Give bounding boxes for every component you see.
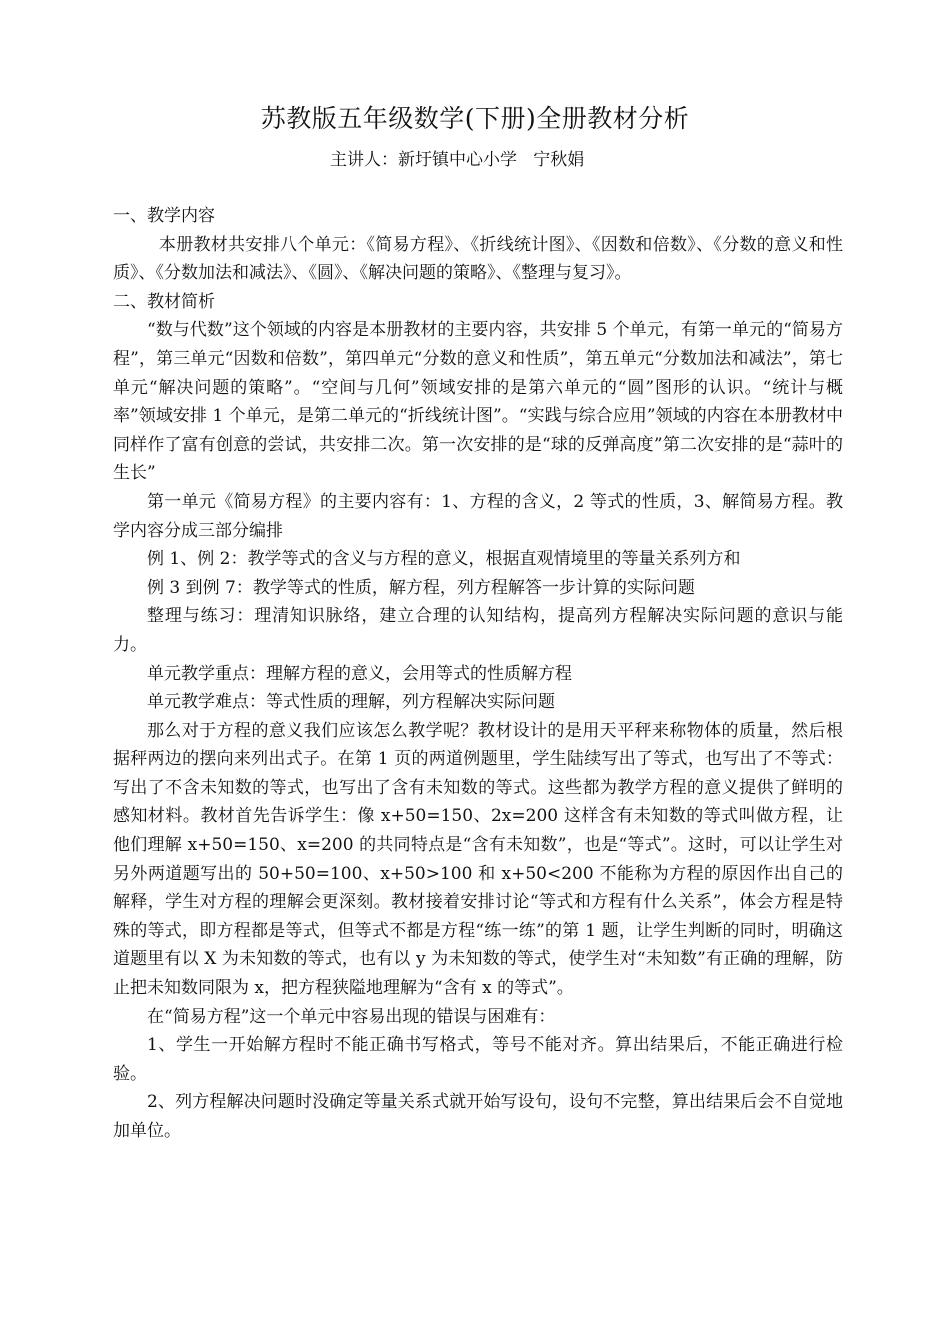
paragraph-units-overview: 本册教材共安排八个单元：《简易方程》、《折线统计图》、《因数和倍数》、《分数的意义和性质》、《分数加法和减法》、《圆》、《解决问题的策略》、《整理与复习》。 [113,234,843,284]
paragraph-example-1-2: 例 1、例 2：教学等式的含义与方程的意义，根据直观情境里的等量关系列方和 [147,549,741,570]
paragraph-unit-one-content: 第一单元《简易方程》的主要内容有：1、方程的含义，2 等式的性质，3、解简易方程。教学内容分成三部分编排 [113,491,843,541]
paragraph-difficulties: 单元教学难点：等式性质的理解，列方程解决实际问题 [147,692,555,713]
paragraph-domains: “数与代数”这个领域的内容是本册教材的主要内容，共安排 5 个单元，有第一单元的“简易方程”，第三单元“因数和倍数”，第四单元“分数的意义和性质”，第五单元“分数加法和减法”，第七单元“解决问题的策略”。“空间与几何”领域安排的是第六单元的“圆”图形的认识。“统计与概率”领域安排 1 个单元，是第二单元的“折线统计图”。“实践与综合应用”领域的内容在本册教材中同样作了富有创意的尝试，共安排二次。第一次安排的是“球的反弹高度”第二次安排的是“蒜叶的生长” [113,320,843,484]
presenter-line: 主讲人：新圩镇中心小学 宁秋娟 [330,150,585,170]
paragraph-error-2: 2、列方程解决问题时没确定等量关系式就开始写设句，设句不完整，算出结果后会不自觉地加单位。 [113,1092,843,1141]
document-body [113,202,843,1146]
paragraph-key-points: 单元教学重点：理解方程的意义，会用等式的性质解方程 [147,663,572,684]
paragraph-equation-teaching: 那么对于方程的意义我们应该怎么教学呢？教材设计的是用天平秤来称物体的质量，然后根据秤两边的摆向来列出式子。在第 1 页的两道例题里，学生陆续写出了等式，也写出了不等式：写出了不含未知数的等式，也写出了含有未知数的等式。这些都为教学方程的意义提供了鲜明的感知材料。教材首先告诉学生：像 x+50=150、2x=200 这样含有未知数的等式叫做方程，让他们理解 x+50=150、x=200 的共同特点是“含有未知数”，也是“等式”。这时，可以让学生对另外两道题写出的 50+50=100、x+50>100 和 x+50<200 不能称为方程的原因作出自己的解释，学生对方程的理解会更深刻。教材接着安排讨论“等式和方程有什么关系”，体会方程是特殊的等式，即方程都是等式，但等式不都是方程“练一练”的第 1 题，让学生判断的同时，明确这道题里有以 X 为未知数的等式，也有以 y 为未知数的等式，使学生对“未知数”有正确的理解，防止把未知数同限为 x，把方程狭隘地理解为“含有 x 的等式”。 [113,720,843,999]
paragraph-example-3-7: 例 3 到例 7：教学等式的性质，解方程，列方程解答一步计算的实际问题 [147,577,695,598]
section-heading-teaching-content: 一、教学内容 [113,206,215,226]
paragraph-review-practice: 整理与练习：理清知识脉络，建立合理的认知结构，提高列方程解决实际问题的意识与能力。 [113,606,843,655]
document-title: 苏教版五年级数学(下册)全册教材分析 [260,104,690,133]
paragraph-common-errors-intro: 在“简易方程”这一个单元中容易出现的错误与困难有： [147,1006,556,1027]
section-heading-textbook-analysis: 二、教材简析 [113,291,215,312]
paragraph-error-1: 1、学生一开始解方程时不能正确书写格式，等号不能对齐。算出结果后，不能正确进行检验。 [113,1035,843,1084]
